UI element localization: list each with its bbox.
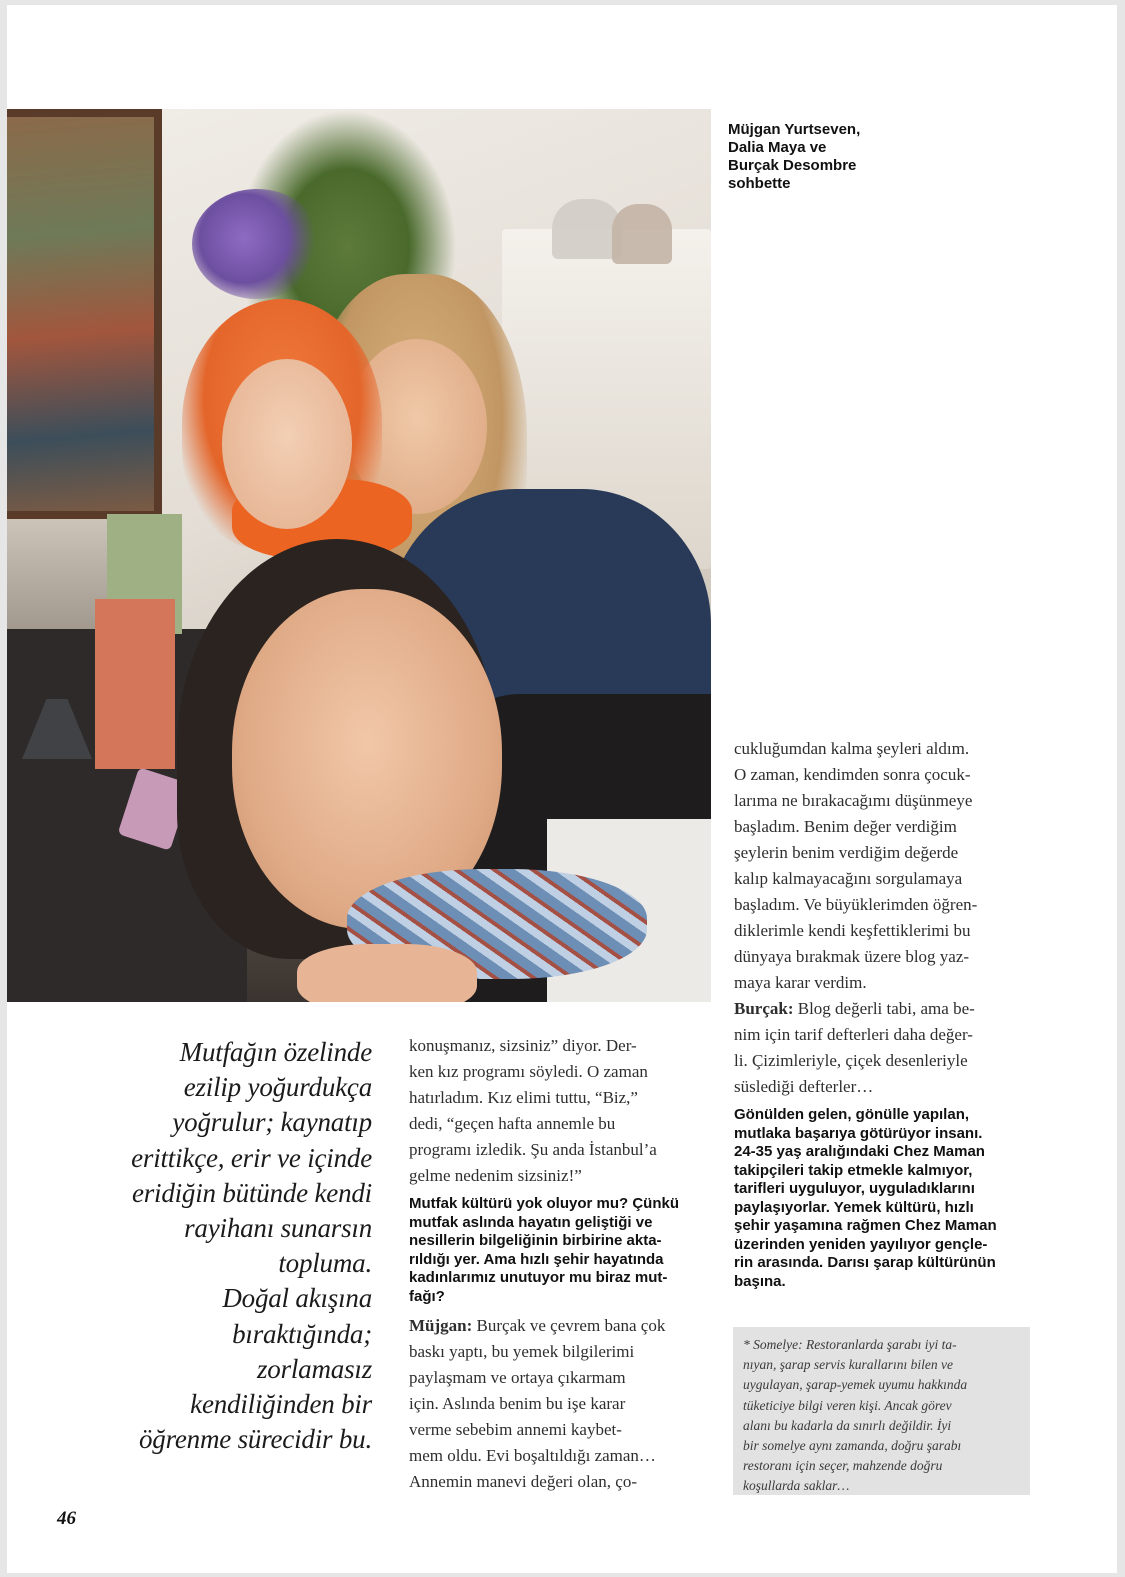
sidebar-line: nıyan, şarap servis kurallarını bilen ve	[743, 1357, 953, 1373]
pull-quote-line: topluma.	[278, 1248, 372, 1279]
body-line: li. Çizimleriyle, çiçek desenleriyle	[734, 1051, 968, 1070]
body-line: konuşmanız, sizsiniz” diyor. Der-	[409, 1036, 637, 1055]
statement-line: şehir yaşamına rağmen Chez Maman	[734, 1217, 997, 1234]
article-column-3	[734, 736, 1034, 1298]
magazine-page	[7, 5, 1117, 1573]
body-line: verme sebebim annemi kaybet-	[409, 1420, 622, 1439]
body-line	[734, 996, 1034, 1022]
sidebar-line: * Somelye: Restoranlarda şarabı iyi ta-	[743, 1337, 957, 1352]
body-line: mem oldu. Evi boşaltıldığı zaman…	[409, 1446, 656, 1465]
sidebar-line: bir somelye aynı zamanda, doğru şarabı	[743, 1438, 962, 1454]
question-line: rıldığı yer. Ama hızlı şehir hayatında	[409, 1250, 664, 1268]
speaker-name: Burçak:	[734, 999, 794, 1018]
photo-flowers	[192, 189, 322, 299]
body-line: hatırladım. Kız elimi tuttu, “Biz,”	[409, 1088, 638, 1107]
pull-quote-line: Doğal akışına	[222, 1283, 372, 1314]
somelye-sidebar-box	[733, 1327, 1030, 1495]
body-paragraph	[734, 996, 1034, 1100]
body-line: için. Aslında benim bu işe karar	[409, 1394, 626, 1413]
body-line: başladım. Ve büyüklerimden öğren-	[734, 895, 978, 914]
pull-quote-line: rayihanı sunarsın	[184, 1213, 372, 1244]
body-line: nim için tarif defterleri daha değer-	[734, 1025, 973, 1044]
speaker-name: Müjgan:	[409, 1316, 473, 1335]
question-line: mutfak aslında hayatın geliştiği ve	[409, 1213, 653, 1231]
photo-three-women-selfie	[7, 109, 711, 1002]
statement-line: üzerinden yeniden yayılıyor gençle-	[734, 1235, 988, 1253]
statement-line: başına.	[734, 1272, 786, 1290]
body-line: kalıp kalmayacağını sorgulamaya	[734, 869, 963, 888]
photo-caption	[728, 121, 918, 193]
body-line: gelme nedenim sizsiniz!”	[409, 1166, 582, 1185]
pull-quote-line: kendiliğinden bir	[190, 1389, 372, 1420]
pull-quote-line: zorlamasız	[256, 1353, 372, 1384]
pull-quote-line: eridiğin bütünde kendi	[131, 1177, 372, 1208]
body-line: dünyaya bırakmak üzere blog yaz-	[734, 947, 970, 966]
body-line: baskı yaptı, bu yemek bilgilerimi	[409, 1342, 635, 1361]
caption-line: sohbette	[728, 175, 791, 192]
body-paragraph	[734, 736, 1034, 996]
statement-line: paylaşıyorlar. Yemek kültürü, hızlı	[734, 1198, 974, 1216]
body-line: Annemin manevi değeri olan, ço-	[409, 1472, 638, 1491]
sidebar-line: uygulayan, şarap-yemek uyumu hakkında	[743, 1377, 968, 1393]
sidebar-line: koşullarda saklar…	[743, 1478, 850, 1494]
interview-question	[409, 1195, 709, 1306]
bold-statement	[734, 1106, 1034, 1291]
question-line: fağı?	[409, 1287, 445, 1305]
pull-quote-line: bıraktığında;	[232, 1318, 372, 1349]
pull-quote-line: yoğrulur; kaynatıp	[172, 1107, 372, 1138]
statement-line: Gönülden gelen, gönülle yapılan,	[734, 1106, 970, 1123]
body-line: maya karar verdim.	[734, 973, 867, 992]
caption-line: Müjgan Yurtseven,	[728, 121, 861, 138]
pull-quote-line: erittikçe, erir ve içinde	[131, 1142, 372, 1173]
body-line: başladım. Benim değer verdiğim	[734, 817, 957, 836]
photo-person-red-face	[222, 359, 352, 529]
pull-quote-line: öğrenme sürecidir bu.	[138, 1424, 372, 1455]
body-line: süslediği defterler…	[734, 1077, 874, 1096]
photo-ornament	[95, 599, 175, 769]
sidebar-line: alanı bu kadarla da sınırlı değildir. İyi	[743, 1417, 952, 1433]
question-line: Mutfak kültürü yok oluyor mu? Çünkü	[409, 1195, 680, 1212]
pull-quote-line: Mutfağın özelinde	[179, 1037, 372, 1067]
body-line: cukluğumdan kalma şeyleri aldım.	[734, 739, 970, 758]
body-line: larıma ne bırakacağımı düşünmeye	[734, 791, 973, 810]
caption-line: Burçak Desombre	[728, 157, 857, 174]
statement-line: rin arasında. Darısı şarap kültürünün	[734, 1254, 996, 1271]
body-text-run: Burçak ve çevrem bana çok	[472, 1316, 666, 1335]
body-text-run: Blog değerli tabi, ama be-	[793, 999, 975, 1018]
body-line: şeylerin benim verdiğim değerde	[734, 843, 959, 862]
sidebar-line: tüketiciye bilgi veren kişi. Ancak görev	[743, 1397, 952, 1413]
statement-line: takipçileri takip etmekle kalmıyor,	[734, 1161, 973, 1179]
photo-jar	[612, 204, 672, 264]
body-line: dedi, “geçen hafta annemle bu	[409, 1114, 616, 1133]
question-line: nesillerin bilgeliğinin birbirine akta-	[409, 1232, 662, 1249]
body-line: ken kız programı söyledi. O zaman	[409, 1062, 648, 1081]
question-line: kadınlarımız unutuyor mu biraz mut-	[409, 1269, 668, 1286]
body-line: O zaman, kendimden sonra çocuk-	[734, 765, 971, 784]
pull-quote	[47, 1035, 372, 1457]
statement-line: 24-35 yaş aralığındaki Chez Maman	[734, 1143, 985, 1160]
body-line	[409, 1313, 709, 1339]
body-paragraph	[409, 1033, 709, 1189]
statement-line: mutlaka başarıya götürüyor insanı.	[734, 1124, 983, 1142]
body-line: diklerimle kendi keşfettiklerimi bu	[734, 921, 971, 940]
body-line: paylaşmam ve ortaya çıkarmam	[409, 1368, 626, 1387]
photo-painting	[7, 109, 162, 519]
statement-line: tarifleri uyguluyor, uyguladıklarını	[734, 1180, 975, 1197]
pull-quote-line: ezilip yoğurdukça	[183, 1072, 372, 1103]
sidebar-line: restoranı için seçer, mahzende doğru	[743, 1458, 943, 1474]
photo-hand	[297, 944, 477, 1002]
body-line: programı izledik. Şu anda İstanbul’a	[409, 1140, 657, 1159]
page-number: 46	[57, 1508, 76, 1529]
body-paragraph	[409, 1313, 709, 1495]
article-column-2	[409, 1033, 709, 1495]
caption-line: Dalia Maya ve	[728, 139, 827, 156]
